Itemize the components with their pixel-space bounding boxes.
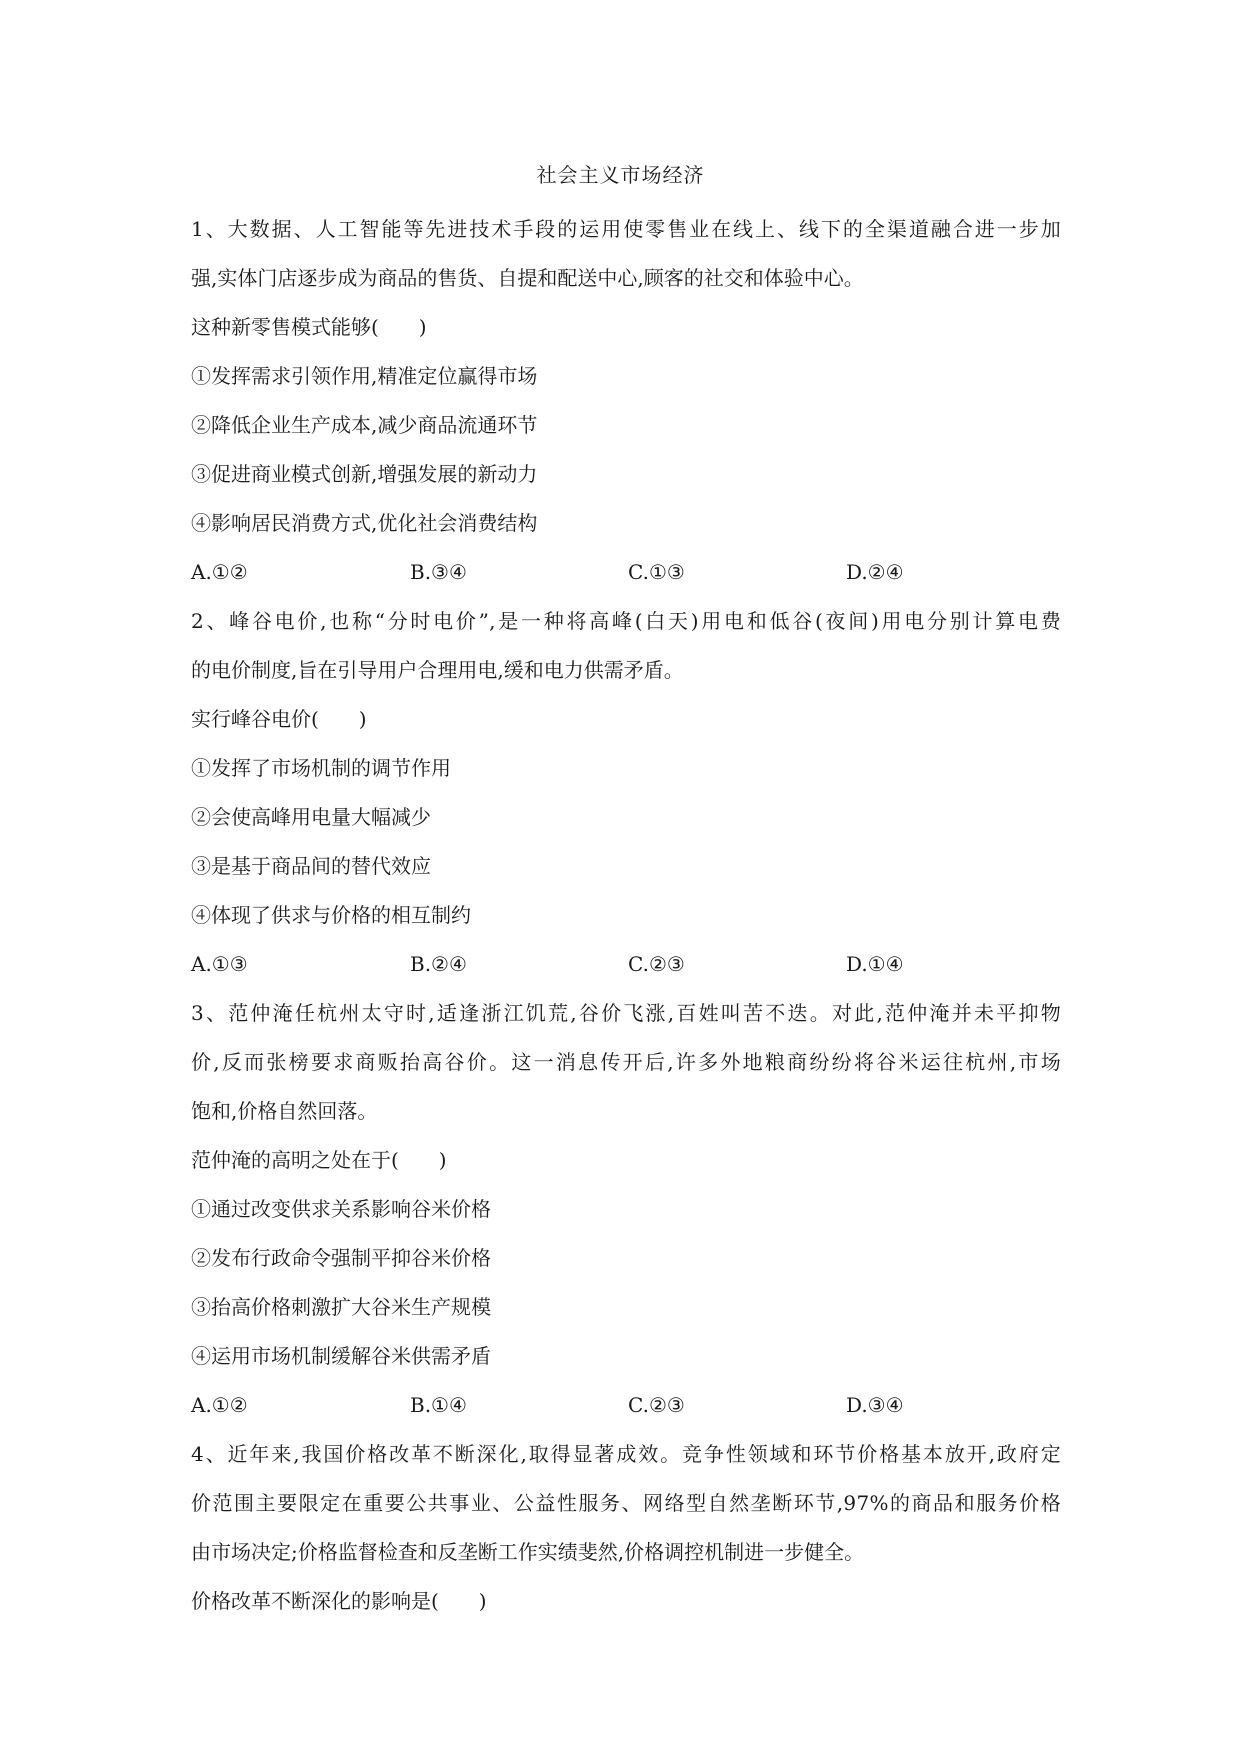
question-2-option-2: ②会使高峰用电量大幅减少: [191, 805, 431, 829]
question-2-choice-a: A.①③: [191, 952, 248, 976]
question-2-choice-b: B.②④: [410, 952, 467, 976]
question-3-prompt: 范仲淹的高明之处在于( ): [191, 1148, 447, 1172]
question-3: [191, 989, 1061, 1430]
question-4-stem-line-1: 4、近年来,我国价格改革不断深化,取得显著成效。竞争性领域和环节价格基本放开,政府定: [191, 1442, 1061, 1466]
question-3-choice-d: D.③④: [846, 1393, 904, 1417]
question-3-stem-line-1: 3、范仲淹任杭州太守时,适逢浙江饥荒,谷价飞涨,百姓叫苦不迭。对此,范仲淹并未平抑物: [191, 1001, 1061, 1025]
question-2-prompt: 实行峰谷电价( ): [191, 707, 367, 731]
page-title: 社会主义市场经济: [536, 163, 705, 187]
question-3-choice-b: B.①④: [410, 1393, 467, 1417]
question-2-choice-d: D.①④: [846, 952, 904, 976]
question-2-choice-c: C.②③: [628, 952, 685, 976]
question-3-option-3: ③抬高价格刺激扩大谷米生产规模: [191, 1295, 491, 1319]
question-3-choice-c: C.②③: [628, 1393, 685, 1417]
question-1-stem-line-2: 强,实体门店逐步成为商品的售货、自提和配送中心,顾客的社交和体验中心。: [191, 266, 864, 290]
question-2-stem-line-1: 2、峰谷电价,也称“分时电价”,是一种将高峰(白天)用电和低谷(夜间)用电分别计算电费: [191, 609, 1061, 633]
question-1: [191, 205, 1061, 597]
question-2-option-4: ④体现了供求与价格的相互制约: [191, 903, 471, 927]
question-2-option-1: ①发挥了市场机制的调节作用: [191, 756, 451, 780]
question-2-option-3: ③是基于商品间的替代效应: [191, 854, 431, 878]
question-1-option-1: ①发挥需求引领作用,精准定位赢得市场: [191, 364, 538, 388]
question-1-choice-c: C.①③: [628, 560, 685, 584]
question-4-stem-line-2: 价范围主要限定在重要公共事业、公益性服务、网络型自然垄断环节,97%的商品和服务价格: [191, 1491, 1061, 1515]
question-3-choice-a: A.①②: [191, 1393, 248, 1417]
question-2-stem-line-2: 的电价制度,旨在引导用户合理用电,缓和电力供需矛盾。: [191, 658, 684, 682]
question-1-option-3: ③促进商业模式创新,增强发展的新动力: [191, 462, 538, 486]
question-1-stem-line-1: 1、大数据、人工智能等先进技术手段的运用使零售业在线上、线下的全渠道融合进一步加: [191, 217, 1061, 241]
question-1-option-2: ②降低企业生产成本,减少商品流通环节: [191, 413, 538, 437]
question-4: [191, 1430, 1061, 1626]
question-1-choices: [191, 548, 1061, 597]
question-2-choices: [191, 940, 1061, 989]
question-1-choice-b: B.③④: [410, 560, 467, 584]
question-3-option-2: ②发布行政命令强制平抑谷米价格: [191, 1246, 491, 1270]
question-4-prompt: 价格改革不断深化的影响是( ): [191, 1589, 487, 1613]
question-3-option-1: ①通过改变供求关系影响谷米价格: [191, 1197, 491, 1221]
question-1-option-4: ④影响居民消费方式,优化社会消费结构: [191, 511, 538, 535]
question-3-stem-line-2: 价,反而张榜要求商贩抬高谷价。这一消息传开后,许多外地粮商纷纷将谷米运往杭州,市场: [191, 1050, 1061, 1074]
question-1-choice-d: D.②④: [846, 560, 904, 584]
question-1-prompt: 这种新零售模式能够( ): [191, 315, 427, 339]
question-3-stem-line-3: 饱和,价格自然回落。: [191, 1099, 378, 1123]
question-list: [191, 205, 1061, 1626]
question-2: [191, 597, 1061, 989]
question-3-option-4: ④运用市场机制缓解谷米供需矛盾: [191, 1344, 491, 1368]
question-1-choice-a: A.①②: [191, 560, 248, 584]
question-4-stem-line-3: 由市场决定;价格监督检查和反垄断工作实绩斐然,价格调控机制进一步健全。: [191, 1540, 865, 1564]
question-3-choices: [191, 1381, 1061, 1430]
